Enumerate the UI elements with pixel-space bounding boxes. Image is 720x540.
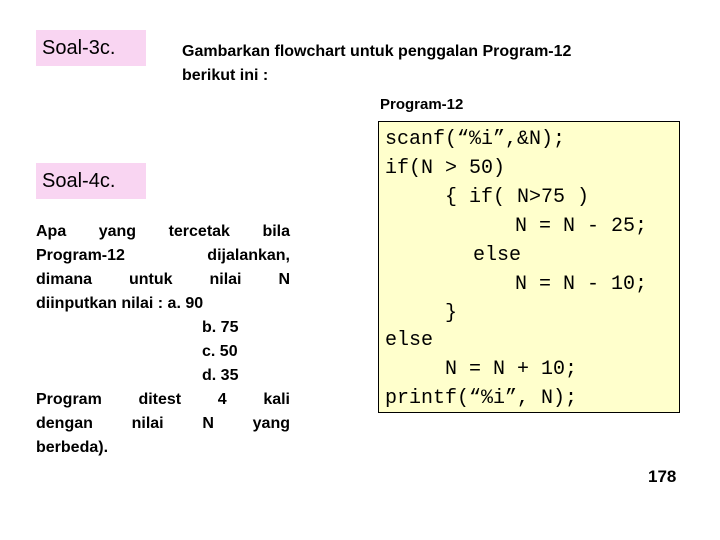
soal-3c-text: Soal-3c.	[42, 36, 116, 59]
code-line: }	[445, 302, 458, 325]
desc-line: dimana untuk nilai N	[36, 271, 290, 288]
soal-4c-label	[36, 163, 146, 199]
page-number: 178	[648, 467, 677, 486]
desc-line: Program ditest 4 kali	[36, 391, 290, 408]
description-text	[36, 220, 290, 460]
desc-line: diinputkan nilai : a. 90	[36, 295, 204, 312]
code-line: N = N - 25;	[515, 215, 648, 238]
question-line: berikut ini :	[182, 67, 269, 84]
soal-4c-text: Soal-4c.	[42, 169, 116, 192]
code-line: else	[385, 329, 434, 352]
desc-option: d. 35	[202, 367, 239, 384]
desc-option: c. 50	[202, 343, 238, 360]
desc-line: Program-12 dijalankan,	[36, 247, 290, 264]
desc-option: b. 75	[202, 319, 239, 336]
question-text	[182, 40, 682, 88]
desc-line: Apa yang tercetak bila	[36, 223, 290, 240]
code-line: { if( N>75 )	[445, 186, 590, 209]
soal-3c-label	[36, 30, 146, 66]
desc-line: berbeda).	[36, 439, 109, 456]
code-line: else	[473, 244, 522, 267]
desc-line: dengan nilai N yang	[36, 415, 290, 432]
code-line: scanf(“%i”,&N);	[385, 128, 566, 151]
code-line: N = N + 10;	[445, 358, 578, 381]
code-line: printf(“%i”, N);	[385, 387, 578, 410]
question-line: Gambarkan flowchart untuk penggalan Program-12	[182, 43, 572, 60]
code-box	[378, 121, 680, 413]
code-line: N = N - 10;	[515, 273, 648, 296]
code-line: if(N > 50)	[385, 157, 506, 180]
program-title: Program-12	[380, 96, 464, 113]
